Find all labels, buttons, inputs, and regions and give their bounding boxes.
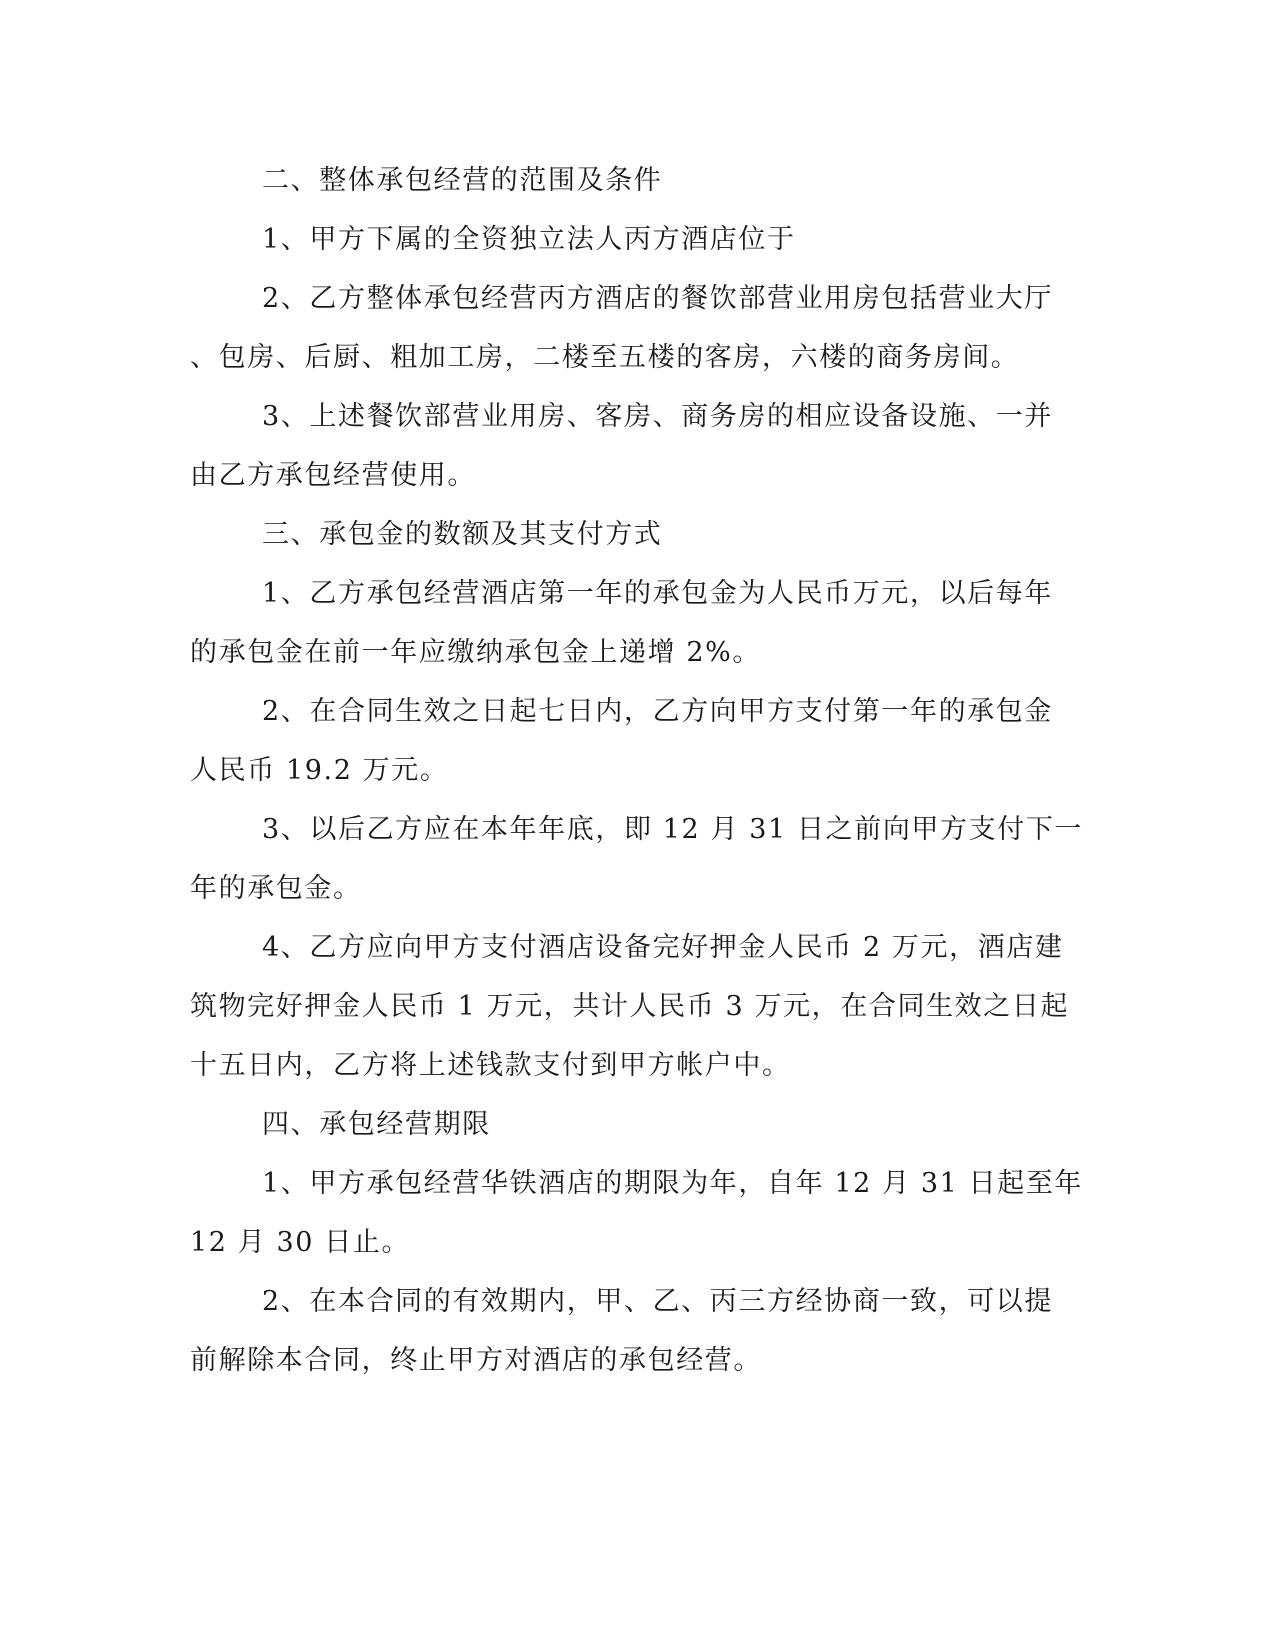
section-heading-payment: 三、承包金的数额及其支付方式 <box>262 519 663 550</box>
paragraph-line: 2、在合同生效之日起七日内，乙方向甲方支付第一年的承包金 <box>262 696 1053 727</box>
paragraph-line: 1、甲方下属的全资独立法人丙方酒店位于 <box>262 224 796 255</box>
paragraph-line: 筑物完好押金人民币 1 万元，共计人民币 3 万元，在合同生效之日起 <box>190 991 1070 1022</box>
paragraph-line: 3、上述餐饮部营业用房、客房、商务房的相应设备设施、一并 <box>262 401 1053 432</box>
section-heading-term: 四、承包经营期限 <box>262 1109 491 1140</box>
paragraph-line: 、包房、后厨、粗加工房，二楼至五楼的客房，六楼的商务房间。 <box>190 342 1020 373</box>
paragraph-line: 2、在本合同的有效期内，甲、乙、丙三方经协商一致，可以提 <box>262 1286 1053 1317</box>
paragraph-line: 前解除本合同，终止甲方对酒店的承包经营。 <box>190 1345 762 1376</box>
section-heading-scope: 二、整体承包经营的范围及条件 <box>262 165 663 196</box>
paragraph-line: 由乙方承包经营使用。 <box>190 460 476 491</box>
paragraph-line: 1、乙方承包经营酒店第一年的承包金为人民币万元，以后每年 <box>262 578 1053 609</box>
paragraph-line: 4、乙方应向甲方支付酒店设备完好押金人民币 2 万元，酒店建 <box>262 932 1064 963</box>
paragraph-line: 十五日内，乙方将上述钱款支付到甲方帐户中。 <box>190 1050 791 1081</box>
paragraph-line: 年的承包金。 <box>190 873 362 904</box>
paragraph-line: 3、以后乙方应在本年年底，即 12 月 31 日之前向甲方支付下一 <box>262 814 1084 845</box>
paragraph-line: 2、乙方整体承包经营丙方酒店的餐饮部营业用房包括营业大厅 <box>262 283 1053 314</box>
paragraph-line: 12 月 30 日止。 <box>190 1227 411 1258</box>
paragraph-line: 的承包金在前一年应缴纳承包金上递增 2%。 <box>190 637 762 668</box>
paragraph-line: 人民币 19.2 万元。 <box>190 755 449 786</box>
paragraph-line: 1、甲方承包经营华铁酒店的期限为年，自年 12 月 31 日起至年 <box>262 1168 1084 1199</box>
